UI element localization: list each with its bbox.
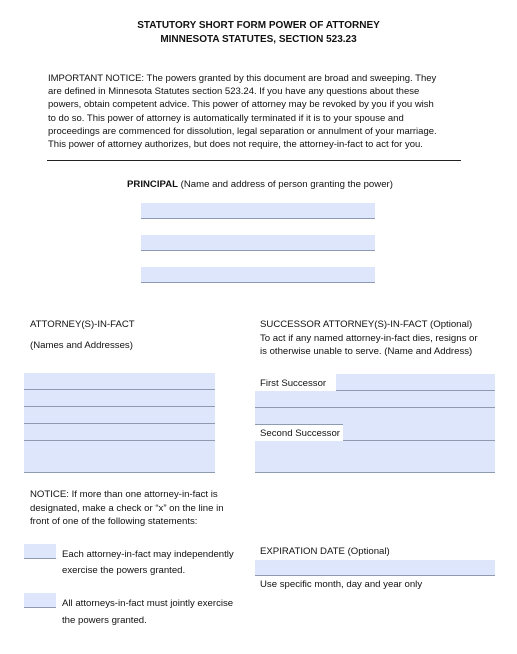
expiration-date-label: EXPIRATION DATE (Optional) <box>260 546 390 557</box>
principal-address-field-1[interactable] <box>141 235 375 251</box>
expiration-date-field[interactable] <box>255 560 495 576</box>
expiration-date-hint: Use specific month, day and year only <box>260 579 423 590</box>
attorney-field-5[interactable] <box>24 441 215 458</box>
document-subtitle: MINNESOTA STATUTES, SECTION 523.23 <box>160 34 357 45</box>
principal-label-bold: PRINCIPAL <box>127 179 178 190</box>
attorneys-heading: ATTORNEY(S)-IN-FACT <box>30 319 135 330</box>
second-successor-label: Second Successor <box>260 428 340 439</box>
independent-option-checkbox[interactable] <box>24 544 56 559</box>
jointly-option-label: All attorneys-in-fact must jointly exercise the powers granted. <box>62 598 234 626</box>
first-successor-address-field-2[interactable] <box>255 408 495 425</box>
second-successor-name-field[interactable] <box>343 424 495 441</box>
second-successor-address-field-1[interactable] <box>255 441 495 458</box>
principal-address-field-2[interactable] <box>141 267 375 283</box>
independent-option-label: Each attorney-in-fact may independently exercise the powers granted. <box>62 549 234 576</box>
successor-heading: SUCCESSOR ATTORNEY(S)-IN-FACT (Optional) <box>260 319 473 330</box>
principal-label-desc: (Name and address of person granting the power) <box>178 179 393 190</box>
attorney-field-3[interactable] <box>24 407 215 424</box>
attorneys-subheading: (Names and Addresses) <box>30 340 133 351</box>
second-successor-address-field-2[interactable] <box>255 457 495 473</box>
divider <box>47 160 461 161</box>
attorney-field-2[interactable] <box>24 390 215 407</box>
attorney-field-1[interactable] <box>24 373 215 390</box>
successor-description: To act if any named attorney-in-fact dies, resigns or is otherwise unable to serve. (Name and Address) <box>260 333 478 357</box>
first-successor-name-field[interactable] <box>336 374 495 391</box>
attorney-field-4[interactable] <box>24 424 215 441</box>
principal-name-field[interactable] <box>141 203 375 219</box>
multiple-attorneys-notice: NOTICE: If more than one attorney-in-fact is designated, make a check or “x” on the line in front of one of the following statements: <box>30 489 224 527</box>
principal-label <box>127 178 393 191</box>
first-successor-address-field-1[interactable] <box>255 391 495 408</box>
important-notice: IMPORTANT NOTICE: The powers granted by this document are broad and sweeping. They are defined in Minnesota Statutes section 523.24. If you have any questions about these powers, obtain competent advice. This power of attorney may be revoked by you if you wish to do so. This power of attorney is automatically terminated if it is to your spouse and proceedings are commenced for dissolution, legal separation or annulment of your marriage. This power of attorney authorizes, but does not require, the attorney-in-fact to act for you. <box>48 73 437 151</box>
attorney-field-6[interactable] <box>24 457 215 473</box>
document-title: STATUTORY SHORT FORM POWER OF ATTORNEY <box>137 20 380 31</box>
jointly-option-checkbox[interactable] <box>24 593 56 608</box>
first-successor-label: First Successor <box>260 378 327 389</box>
